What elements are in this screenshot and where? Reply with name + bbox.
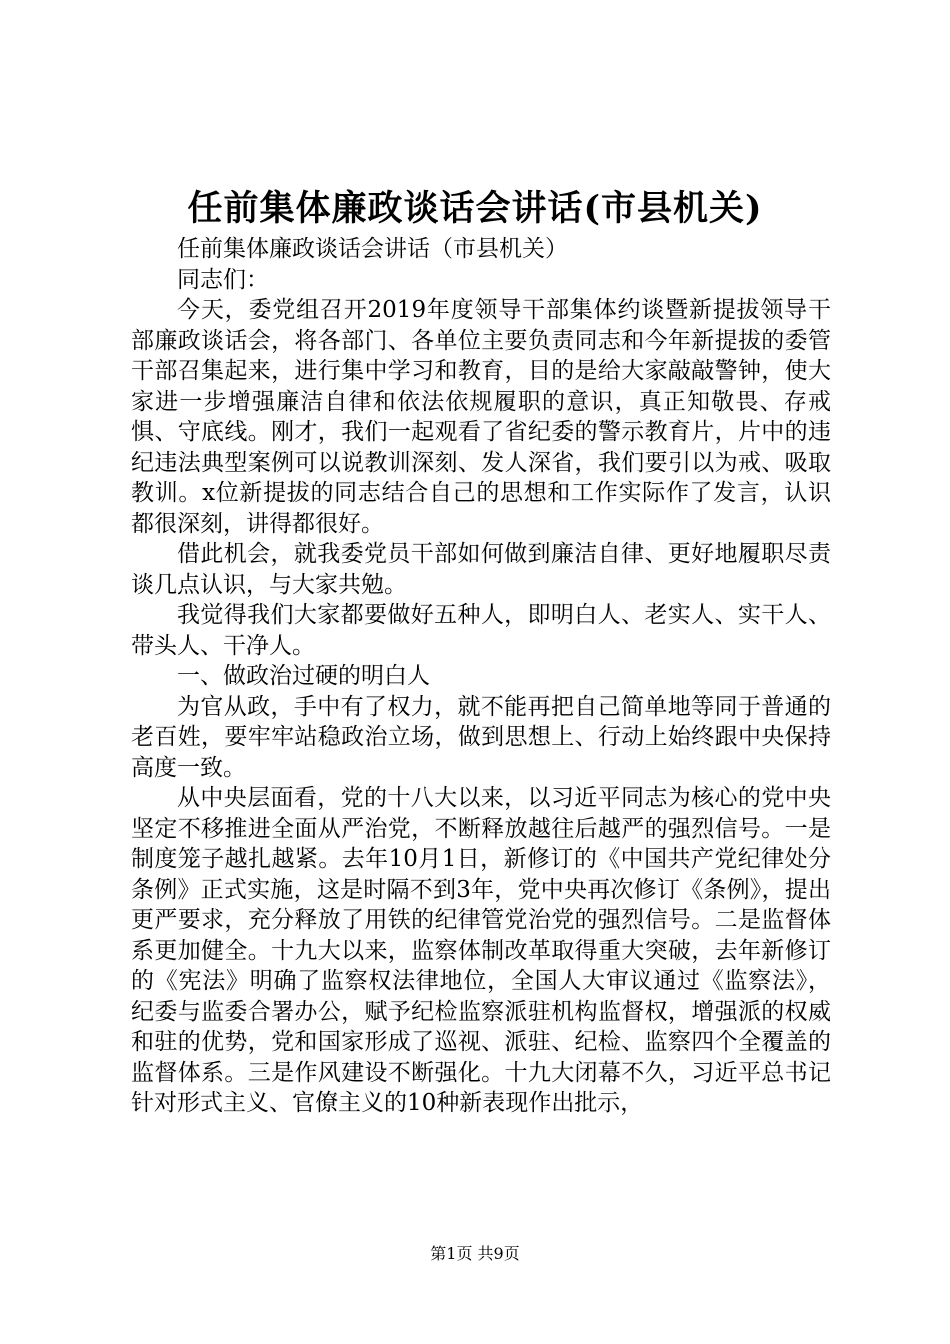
paragraph: 今天，委党组召开2019年度领导干部集体约谈暨新提拔领导干部廉政谈话会，将各部门、各单位主要负责同志和今年新提拔的委管干部召集起来，进行集中学习和教育，目的是给大家敲敲警钟，使大家进一步增强廉洁自律和依法依规履职的意识，真正知敬畏、存戒惧、守底线。刚才，我们一起观看了省纪委的警示教育片，片中的违纪违法典型案例可以说教训深刻、发人深省，我们要引以为戒、吸取教训。x位新提拔的同志结合自己的思想和工作实际作了发言，认识都很深刻，讲得都很好。 xyxy=(131,297,831,537)
document-body xyxy=(131,234,831,1119)
paragraph: 借此机会，就我委党员干部如何做到廉洁自律、更好地履职尽责谈几点认识，与大家共勉。 xyxy=(131,541,831,598)
paragraph: 我觉得我们大家都要做好五种人，即明白人、老实人、实干人、带头人、干净人。 xyxy=(131,602,831,659)
paragraph-subtitle: 任前集体廉政谈话会讲话（市县机关） xyxy=(177,236,568,262)
document-title: 任前集体廉政谈话会讲话(市县机关) xyxy=(187,188,763,229)
paragraph: 为官从政，手中有了权力，就不能再把自己简单地等同于普通的老百姓，要牢牢站稳政治立场，做到思想上、行动上始终跟中央保持高度一致。 xyxy=(131,693,831,781)
paragraph: 从中央层面看，党的十八大以来，以习近平同志为核心的党中央坚定不移推进全面从严治党，不断释放越往后越严的强烈信号。一是制度笼子越扎越紧。去年10月1日，新修订的《中国共产党纪律处分条例》正式实施，这是时隔不到3年，党中央再次修订《条例》，提出更严要求，充分释放了用铁的纪律管党治党的强烈信号。二是监督体系更加健全。十九大以来，监察体制改革取得重大突破，去年新修订的《宪法》明确了监察权法律地位，全国人大审议通过《监察法》，纪委与监委合署办公，赋予纪检监察派驻机构监督权，增强派的权威和驻的优势，党和国家形成了巡视、派驻、纪检、监察四个全覆盖的监督体系。三是作风建设不断强化。十九大闭幕不久，习近平总书记针对形式主义、官僚主义的10种新表现作出批示， xyxy=(131,785,831,1116)
section-heading: 一、做政治过硬的明白人 xyxy=(177,663,430,689)
page-number: 第1页 共9页 xyxy=(430,1244,520,1263)
paragraph-salutation: 同志们： xyxy=(177,266,269,293)
